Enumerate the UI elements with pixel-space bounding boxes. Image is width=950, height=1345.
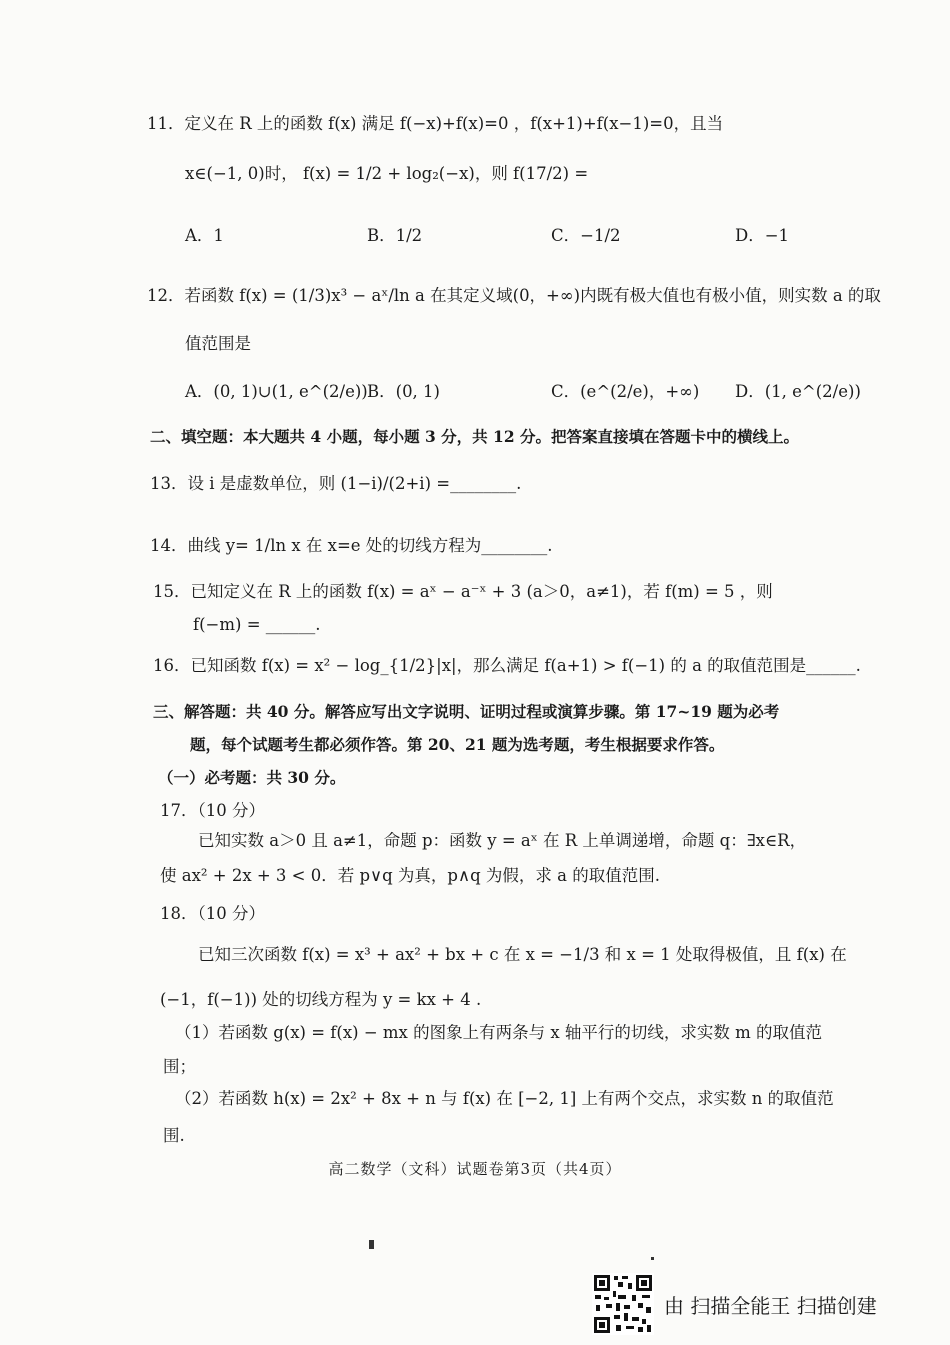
q18-part1-line2: 围； (163, 1057, 196, 1076)
section3-sub-heading: （一）必考题：共 30 分。 (158, 768, 346, 787)
q11-option-c: C．−1/2 (551, 226, 621, 245)
q12-option-c: C．(e^(2/e)，+∞) (551, 382, 700, 401)
section3-heading-line2: 题，每个试题考生都必须作答。第 20、21 题为选考题，考生根据要求作答。 (190, 735, 725, 754)
q18-label: 18．（10 分） (160, 904, 265, 923)
q14-text: 14．曲线 y= 1/ln x 在 x=e 处的切线方程为________. (150, 536, 553, 555)
section3-heading-line1: 三、解答题：共 40 分。解答应写出文字说明、证明过程或演算步骤。第 17~19 题为必考 (153, 702, 780, 721)
q11-option-a: A．1 (185, 226, 224, 245)
q11-line2: x∈(−1, 0)时， f(x) = 1/2 + log₂(−x)，则 f(17/2) = (185, 164, 589, 183)
q18-line2: (−1，f(−1)) 处的切线方程为 y = kx + 4 . (160, 990, 482, 1009)
q16-text: 16．已知函数 f(x) = x² − log_{1/2}|x|，那么满足 f(a+1) > f(−1) 的 a 的取值范围是______. (153, 656, 861, 675)
qr-code-icon (592, 1273, 654, 1335)
q11-option-b: B．1/2 (367, 226, 423, 245)
scan-speck (369, 1240, 374, 1249)
q17-label: 17．（10 分） (160, 801, 265, 820)
page-footer: 高二数学（文科）试题卷第3页（共4页） (328, 1160, 622, 1178)
q18-part1-line1: （1）若函数 g(x) = f(x) − mx 的图象上有两条与 x 轴平行的切线，求实数 m 的取值范 (175, 1023, 823, 1042)
q18-part2-line1: （2）若函数 h(x) = 2x² + 8x + n 与 f(x) 在 [−2, 1] 上有两个交点，求实数 n 的取值范 (175, 1089, 834, 1108)
q17-line1: 已知实数 a＞0 且 a≠1，命题 p：函数 y = aˣ 在 R 上单调递增，命题 q：∃x∈R， (198, 831, 807, 850)
q15-line2: f(−m) = ______. (193, 615, 321, 634)
scanner-watermark: 由 扫描全能王 扫描创建 (664, 1294, 877, 1318)
q12-line1: 12．若函数 f(x) = (1/3)x³ − aˣ/ln a 在其定义域(0，+∞)内既有极大值也有极小值，则实数 a 的取 (147, 286, 881, 305)
q12-option-a: A．(0, 1)∪(1, e^(2/e)) (185, 382, 368, 401)
q18-part2-line2: 围. (163, 1126, 185, 1145)
section2-heading: 二、填空题：本大题共 4 小题，每小题 3 分，共 12 分。把答案直接填在答题卡中的横线上。 (150, 427, 800, 446)
q12-option-b: B．(0, 1) (367, 382, 440, 401)
q13-text: 13．设 i 是虚数单位，则 (1−i)/(2+i) =________. (150, 474, 522, 493)
q18-line1: 已知三次函数 f(x) = x³ + ax² + bx + c 在 x = −1/3 和 x = 1 处取得极值，且 f(x) 在 (198, 945, 847, 964)
q15-line1: 15．已知定义在 R 上的函数 f(x) = aˣ − a⁻ˣ + 3 (a＞0，a≠1)，若 f(m) = 5 ，则 (153, 582, 773, 601)
q11-option-d: D．−1 (735, 226, 790, 245)
scan-speck (651, 1257, 654, 1260)
q12-option-d: D．(1, e^(2/e)) (735, 382, 861, 401)
q12-line2: 值范围是 (185, 334, 251, 353)
q17-line2: 使 ax² + 2x + 3 < 0．若 p∨q 为真，p∧q 为假，求 a 的取值范围. (160, 866, 660, 885)
q11-line1: 11．定义在 R 上的函数 f(x) 满足 f(−x)+f(x)=0 ，f(x+1)+f(x−1)=0，且当 (147, 114, 724, 133)
